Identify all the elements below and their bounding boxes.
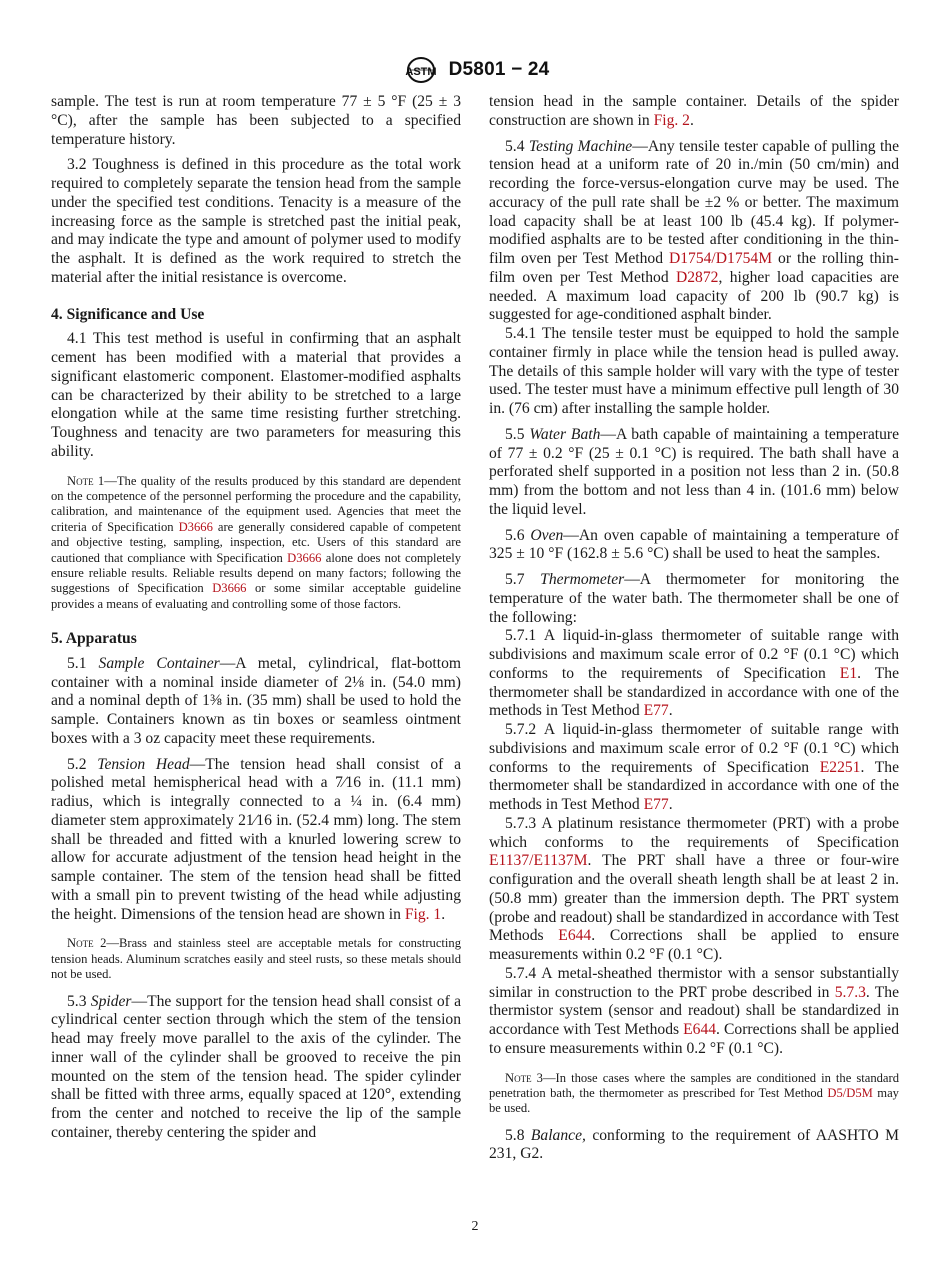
paragraph-5-7-4: 5.7.4 A metal-sheathed thermistor with a sensor substantially similar in construction to the PRT probe described in 5.7.3. The thermistor system (sensor and readout) shall be standardized in accordance with Test Methods E644. Corrections shall be applied to ensure measurements within 0.2 °F (0.1 °C).	[489, 964, 899, 1057]
term-balance: Balance,	[530, 1126, 586, 1144]
term-tension-head: Tension Head	[97, 755, 190, 773]
section-4-heading: 4. Significance and Use	[51, 305, 205, 323]
paragraph-5-7-3: 5.7.3 A platinum resistance thermometer (PRT) with a probe which conforms to the requirements of Specification E1137/E1137M. The PRT shall have a three or four-wire configuration and the overall sheath length shall be at least 2 in. (50.8 mm) greater than the immersion depth. The PRT system (probe and readout) shall be standardized in accordance with Test Methods E644. Corrections shall be applied to ensure measurements within 0.2 °F (0.1 °C).	[489, 814, 900, 963]
paragraph-5-6: 5.6 Oven—An oven capable of maintaining a temperature of 325 ± 10 °F (162.8 ± 5.6 °C) shall be used to heat the samples.	[489, 526, 899, 563]
link-d5[interactable]: D5/D5M	[827, 1085, 873, 1100]
astm-logo-icon	[401, 56, 441, 84]
term-water-bath: Water Bath	[529, 425, 601, 443]
paragraph-4-1: 4.1 This test method is useful in confirming that an asphalt cement has been modified with a material that provides a significant elastomeric component. Elastomer-modified asphalts can be characterized by their ability to be stretched to a large elongation while at the same time resisting further stretching. Toughness and tenacity are two parameters for measuring this ability.	[51, 330, 461, 460]
term-sample-container: Sample Container	[98, 654, 220, 672]
link-d3666[interactable]: D3666	[287, 550, 322, 565]
paragraph-5-3: 5.3 Spider—The support for the tension head shall consist of a cylindrical center section through which the stem of the tension head may freely move parallel to the axis of the cylinder. The inner wall of the cylinder shall be grooved to receive the pin mounted on the stem of the tension head. The spider cylinder shall be fitted with three arms, equally spaced at 120°, extending from the center and notched to receive the lip of the sample container, thereby centering the spider and	[51, 992, 462, 1141]
left-column	[51, 93, 461, 1150]
note-label: Note 3	[505, 1070, 543, 1085]
link-section-5-7-3[interactable]: 5.7.3	[834, 983, 866, 1001]
note-3: Note 3—In those cases where the samples are conditioned in the standard penetration bath, the thermometer as prescribed for Test Method D5/D5M may be used.	[489, 1070, 899, 1116]
link-e644[interactable]: E644	[558, 927, 592, 945]
note-label: Note 2	[67, 936, 107, 951]
term-spider: Spider	[90, 992, 132, 1010]
link-e77[interactable]: E77	[643, 796, 669, 813]
section-5-heading: 5. Apparatus	[51, 630, 137, 648]
term-oven: Oven	[530, 526, 564, 544]
paragraph-5-5: 5.5 Water Bath—A bath capable of maintaining a temperature of 77 ± 0.2 °F (25 ± 0.1 °C) is required. The bath shall have a perforated shelf supported in a position not less than 2 in. (50.8 mm) from the bottom and not less than 4 in. (101.6 mm) below the liquid level.	[489, 425, 899, 518]
paragraph-5-7-1: 5.7.1 A liquid-in-glass thermometer of suitable range with subdivisions and maximum scale error of 0.2 °F (0.1 °C) which conforms to the requirements of Specification E1. The thermometer shall be standardized in accordance with one of the methods in Test Method E77.	[489, 627, 899, 720]
paragraph-5-3-continued: tension head in the sample container. Details of the spider construction are shown in Fig. 2.	[489, 93, 899, 129]
right-column	[489, 93, 899, 1171]
link-e2251[interactable]: E2251	[819, 758, 861, 776]
paragraph-5-2: 5.2 Tension Head—The tension head shall consist of a polished metal hemispherical head with a 7⁄16 in. (11.1 mm) radius, which is integrally connected to a ¼ in. (6.4 mm) diameter stem approximately 21⁄16 in. (52.4 mm) long. The stem shall be threaded and fitted with a knurled lowering screw to allow for accurate adjustment of the tension head height in the sample container. The stem of the tension head shall be fitted with a small pin to prevent twisting of the head while adjusting the height. Dimensions of the tension head are shown in Fig. 1.	[51, 755, 461, 923]
paragraph-3-2: 3.2 Toughness is defined in this procedure as the total work required to completely separate the tension head from the sample under the specified test conditions. Tenacity is a measure of the increasing force as the sample is stretched past the initial peak, and may indicate the type and amount of polymer used to modify the asphalt. It is defined as the work required to stretch the material after the initial resistance is overcome.	[51, 156, 461, 286]
page-header	[0, 55, 950, 85]
term-thermometer: Thermometer	[540, 571, 625, 588]
link-d3666[interactable]: D3666	[178, 519, 213, 534]
svg-text:ASTM: ASTM	[405, 66, 437, 78]
paragraph-5-8: 5.8 Balance, conforming to the requirement of AASHTO M 231, G2.	[489, 1126, 900, 1163]
paragraph-5-4-1: 5.4.1 The tensile tester must be equipped to hold the sample container firmly in place while the tension head is pulled away. The details of this sample holder will vary with the type of tester used. The tester must have a minimum effective pull length of 30 in. (76 cm) after installing the sample holder.	[489, 325, 899, 417]
link-d3666[interactable]: D3666	[212, 581, 247, 596]
link-d2872[interactable]: D2872	[676, 268, 719, 286]
note-2: Note 2—Brass and stainless steel are acceptable metals for constructing tension heads. Aluminum scratches easily and steel rusts, so these metals should not be used.	[51, 936, 461, 982]
link-e77[interactable]: E77	[643, 702, 669, 720]
paragraph-5-7-2: 5.7.2 A liquid-in-glass thermometer of suitable range with subdivisions and maximum scale error of 0.2 °F (0.1 °C) which conforms to the requirements of Specification E2251. The thermometer shall be standardized in accordance with one of the methods in Test Method E77.	[489, 721, 899, 813]
paragraph-5-7: 5.7 Thermometer—A thermometer for monitoring the temperature of the water bath. The thermometer shall be one of the following:	[489, 571, 900, 626]
link-fig-1[interactable]: Fig. 1	[404, 905, 442, 923]
paragraph-5-1: 5.1 Sample Container—A metal, cylindrical, flat-bottom container with a nominal inside diameter of 2⅛ in. (54.0 mm) and a nominal depth of 1⅜ in. (35 mm) shall be used to hold the sample. Containers known as tin boxes or seamless ointment boxes with a 3 oz capacity meet these requirements.	[51, 654, 461, 747]
link-e644[interactable]: E644	[683, 1021, 717, 1038]
paragraph-3-1-continued: sample. The test is run at room temperature 77 ± 5 °F (25 ± 3 °C), after the sample has been subjected to a specified temperature history.	[51, 93, 461, 148]
term-testing-machine: Testing Machine	[528, 137, 633, 155]
paragraph-5-4: 5.4 Testing Machine—Any tensile tester capable of pulling the tension head at a uniform rate of 20 in./min (50 cm/min) and recording the force-versus-elongation curve may be used. The accuracy of the pull rate shall be ±2 % or better. The maximum load capacity shall be at least 100 lb (45.4 kg). If polymer-modified asphalts are to be tested after conditioning in the thin-film oven per Test Method D1754/D1754M or the rolling thin-film oven per Test Method D2872, higher load capacities are needed. A maximum load capacity of 200 lb (90.7 kg) is suggested for age-conditioned asphalt binder.	[489, 137, 899, 324]
link-e1[interactable]: E1	[839, 664, 858, 682]
note-label: Note 1	[67, 473, 105, 488]
link-fig-2[interactable]: Fig. 2	[653, 111, 690, 129]
note-1: Note 1—The quality of the results produced by this standard are dependent on the competence of the personnel performing the procedure and the capability, calibration, and maintenance of the equipment used. Agencies that meet the criteria of Specification D3666 are generally considered capable of competent and objective testing, sampling, inspection, etc. Users of this standard are cautioned that compliance with Specification D3666 alone does not completely ensure reliable results. Reliable results depend on many factors; following the suggestions of Specification D3666 or some similar acceptable guideline provides a means of evaluating and controlling some of those factors.	[51, 473, 461, 611]
link-e1137[interactable]: E1137/E1137M	[489, 852, 588, 870]
link-d1754[interactable]: D1754/D1754M	[668, 250, 773, 267]
standard-designation: D5801 − 24	[448, 59, 550, 80]
page-number: 2	[471, 1219, 479, 1234]
